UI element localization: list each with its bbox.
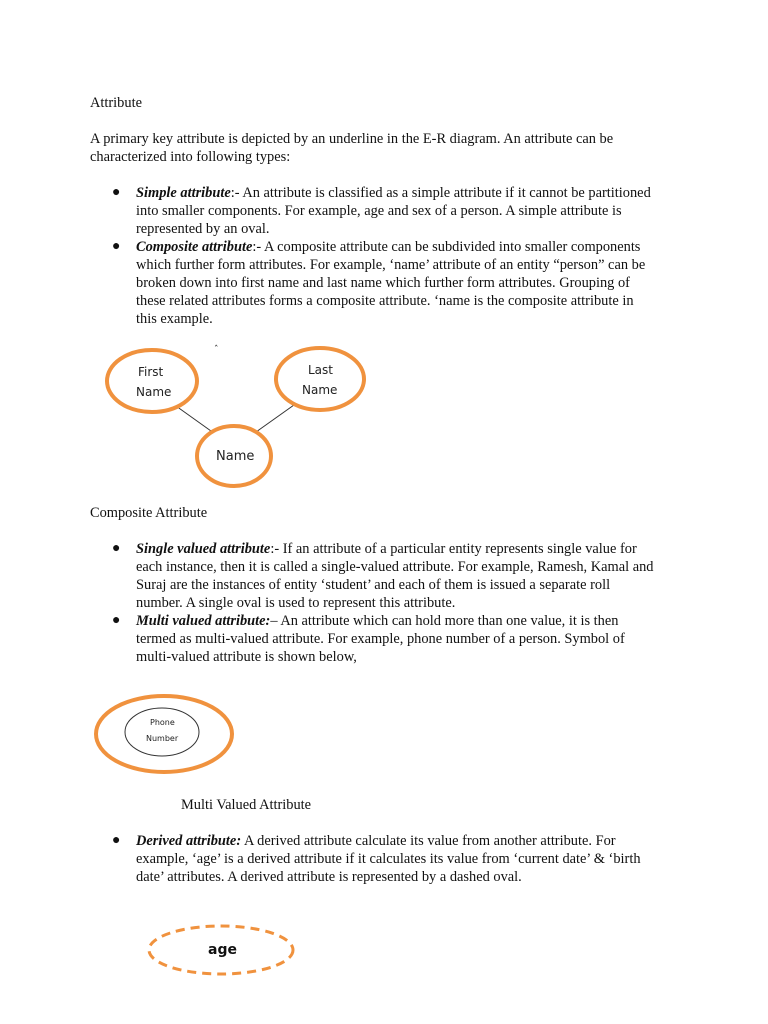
label-last: Last [308, 363, 333, 377]
text-line: number. A single oval is used to represent this attribute. [136, 595, 456, 611]
term-derived-attribute: Derived attribute: [136, 833, 242, 849]
list-item-derived-attribute [108, 832, 688, 886]
label-first-name: Name [136, 385, 172, 399]
multi-valued-attribute-caption: Multi Valued Attribute [181, 797, 312, 813]
text-line: represented by an oval. [136, 221, 270, 237]
intro-paragraph: A primary key attribute is depicted by an underline in the E-R diagram. An attribute can be characterized into following types: [90, 131, 614, 165]
composite-attribute-caption: Composite Attribute [90, 505, 208, 521]
label-phone: Phone [150, 718, 175, 727]
text-line: An attribute is classified as a simple attribute if it cannot be partitioned [242, 185, 651, 201]
term-separator: :- [230, 185, 243, 201]
text-line: example, ‘age’ is a derived attribute if it calculates its value from ‘current date’ & ‘birth [136, 851, 641, 867]
text-line: Suraj are the instances of entity ‘student’ and each of them is issued a separate roll [136, 577, 611, 593]
label-first: First [138, 365, 164, 379]
text-line: A composite attribute can be subdivided into smaller components [263, 239, 641, 255]
text-line: each instance, then it is called a single-valued attribute. For example, Ramesh, Kamal and [136, 559, 654, 575]
bullet-dot-icon: ● [112, 613, 121, 628]
text-line: An attribute which can hold more than one value, it is then [280, 613, 619, 629]
list-item-multi-valued-attribute [108, 612, 688, 666]
label-name: Name [216, 449, 255, 464]
term-composite-attribute: Composite attribute [136, 239, 253, 255]
section-heading: Attribute [90, 95, 142, 111]
bullet-dot-icon: ● [112, 185, 121, 200]
inner-oval [125, 708, 199, 756]
text-line: into smaller components. For example, age and sex of a person. A simple attribute is [136, 203, 622, 219]
term-separator: :- [270, 541, 283, 557]
oval-last-name [276, 348, 364, 410]
text-line: this example. [136, 311, 213, 327]
term-simple-attribute: Simple attribute [136, 185, 231, 201]
stray-mark: ˆ [214, 345, 219, 355]
term-single-valued-attribute: Single valued attribute [136, 541, 271, 557]
text-line: broken down into first name and last name which further form attributes. Grouping of [136, 275, 630, 291]
text-line: multi-valued attribute is shown below, [136, 649, 357, 665]
label-age: age [208, 942, 237, 958]
text-line: which further form attributes. For example, ‘name’ attribute of an entity “person” can be [136, 257, 646, 273]
derived-attribute-diagram [144, 920, 300, 980]
connector-line-first [176, 406, 211, 431]
list-item-simple-attribute [108, 184, 688, 238]
list-item-composite-attribute [108, 238, 688, 328]
oval-first-name [107, 350, 197, 412]
text-line: date’ attributes. A derived attribute is represented by a dashed oval. [136, 869, 522, 885]
attribute-types-list-1 [108, 184, 688, 328]
composite-attribute-diagram [96, 336, 386, 496]
text-line: termed as multi-valued attribute. For example, phone number of a person. Symbol of [136, 631, 625, 647]
multi-valued-attribute-diagram [92, 690, 242, 780]
term-separator: – [270, 613, 281, 629]
attribute-types-list-2 [108, 540, 688, 666]
bullet-dot-icon: ● [112, 239, 121, 254]
bullet-dot-icon: ● [112, 541, 121, 556]
label-last-name: Name [302, 383, 338, 397]
text-line: these related attributes forms a composite attribute. ‘name is the composite attribute in [136, 293, 634, 309]
label-number: Number [146, 734, 179, 743]
text-line: If an attribute of a particular entity represents single value for [282, 541, 637, 557]
attribute-types-list-3 [108, 832, 688, 886]
text-line: A derived attribute calculate its value from another attribute. For [243, 833, 616, 849]
list-item-single-valued-attribute [108, 540, 688, 612]
term-multi-valued-attribute: Multi valued attribute: [136, 613, 271, 629]
term-separator: :- [252, 239, 264, 255]
bullet-dot-icon: ● [112, 833, 121, 848]
